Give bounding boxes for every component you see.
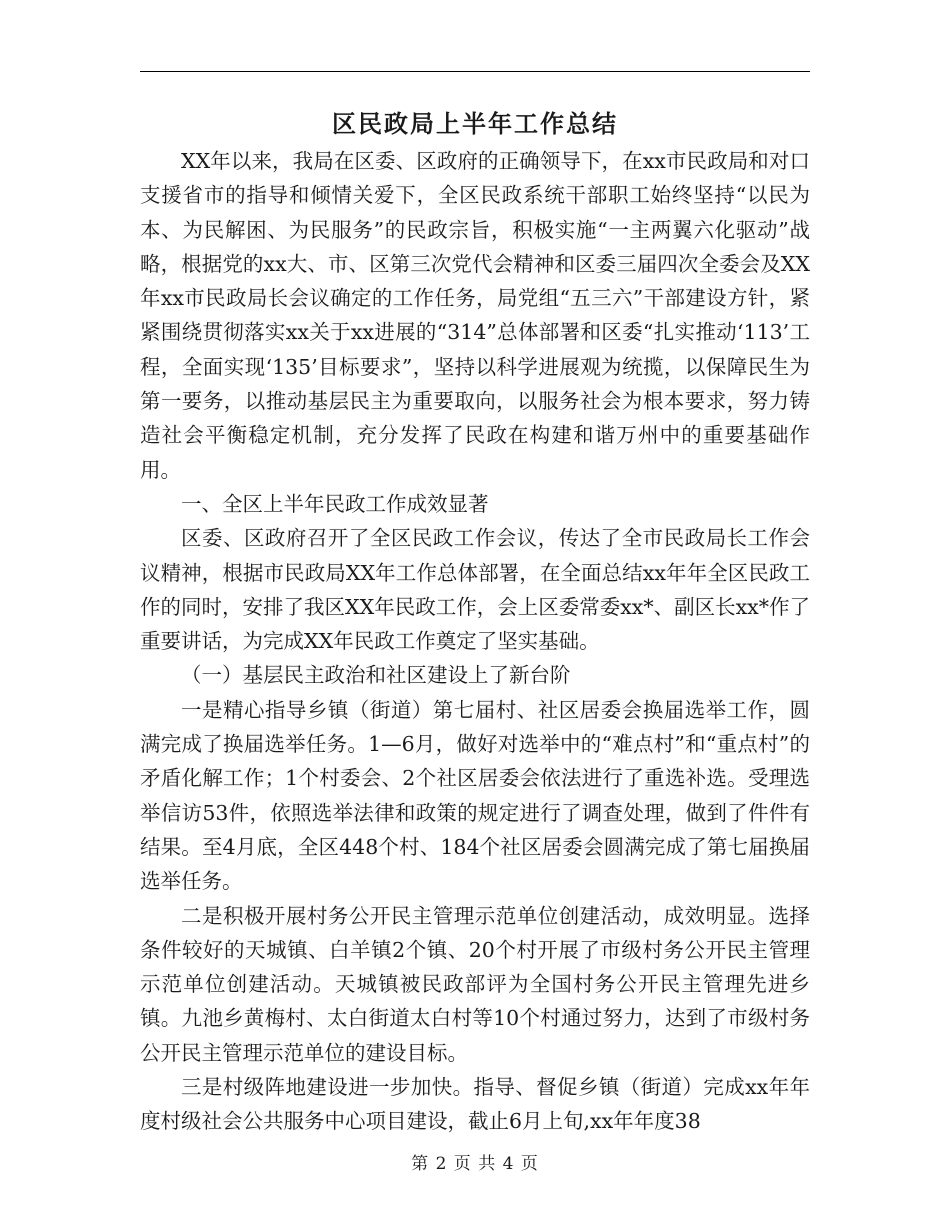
document-title: 区民政局上半年工作总结 <box>332 109 618 138</box>
paragraph-village-facilities: 三是村级阵地建设进一步加快。指导、督促乡镇（街道）完成xx年年度村级社会公共服务中心项目建设，截止6月上旬,xx年年度38 <box>140 1075 810 1134</box>
paragraph-meeting: 区委、区政府召开了全区民政工作会议，传达了全市民政局长工作会议精神，根据市民政局XX年工作总体部署，在全面总结xx年年全区民政工作的同时，安排了我区XX年民政工作，会上区委常委xx*、副区长xx*作了重要讲话，为完成XX年民政工作奠定了坚实基础。 <box>140 526 810 654</box>
header-rule <box>140 71 810 72</box>
paragraph-village-affairs: 二是积极开展村务公开民主管理示范单位创建活动，成效明显。选择条件较好的天城镇、白羊镇2个镇、20个村开展了市级村务公开民主管理示范单位创建活动。天城镇被民政部评为全国村务公开民主管理先进乡镇。九池乡黄梅村、太白街道太白村等10个村通过努力，达到了市级村务公开民主管理示范单位的建设目标。 <box>140 903 810 1065</box>
subsection-heading-1: （一）基层民主政治和社区建设上了新台阶 <box>181 663 571 688</box>
page-number-footer: 第 2 页 共 4 页 <box>411 1154 539 1174</box>
document-body <box>140 144 810 1139</box>
section-heading-1: 一、全区上半年民政工作成效显著 <box>181 491 489 516</box>
paragraph-election: 一是精心指导乡镇（街道）第七届村、社区居委会换届选举工作，圆满完成了换届选举任务。1—6月，做好对选举中的“难点村”和“重点村”的矛盾化解工作；1个村委会、2个社区居委会依法进行了重选补选。受理选举信访53件，依照选举法律和政策的规定进行了调查处理，做到了件件有结果。至4月底，全区448个村、184个社区居委会圆满完成了第七届换届选举任务。 <box>140 697 810 894</box>
paragraph-intro: XX年以来，我局在区委、区政府的正确领导下，在xx市民政局和对口支援省市的指导和倾情关爱下，全区民政系统干部职工始终坚持“以民为本、为民解困、为民服务”的民政宗旨，积极实施“一主两翼六化驱动”战略，根据党的xx大、市、区第三次党代会精神和区委三届四次全委会及XX年xx市民政局长会议确定的工作任务，局党组“五三六”干部建设方针，紧紧围绕贯彻落实xx关于xx进展的“314”总体部署和区委“扎实推动‘113’工程，全面实现‘135’目标要求”，坚持以科学进展观为统揽，以保障民生为第一要务，以推动基层民主为重要取向，以服务社会为根本要求，努力铸造社会平衡稳定机制，充分发挥了民政在构建和谐万州中的重要基础作用。 <box>140 149 810 482</box>
